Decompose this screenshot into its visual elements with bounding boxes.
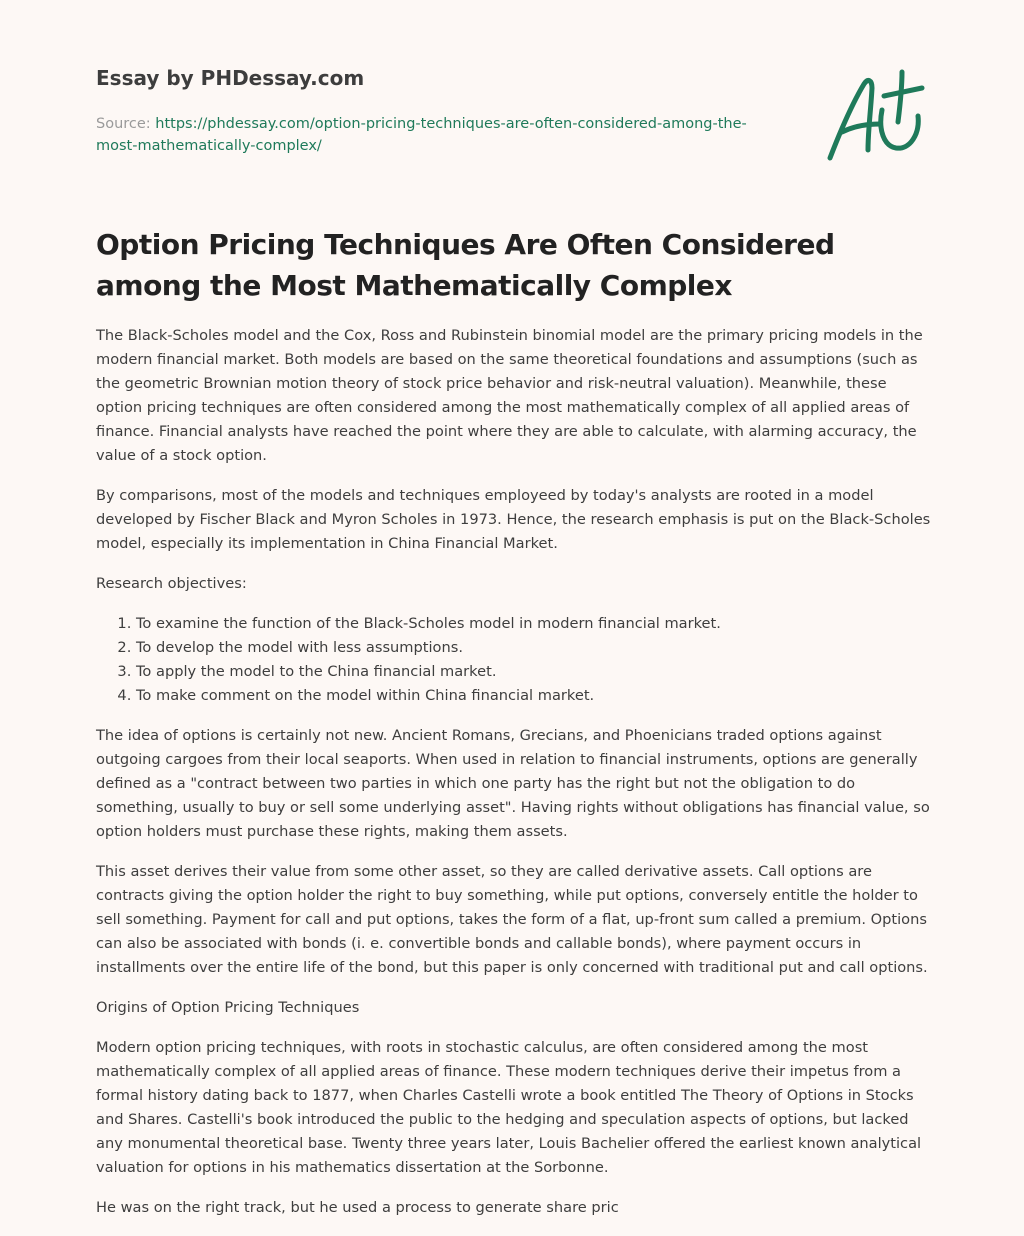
- paragraph-truncated: He was on the right track, but he used a process to generate share pric: [96, 1199, 619, 1216]
- document-title: Option Pricing Techniques Are Often Considered among the Most Mathematically Complex: [96, 228, 835, 302]
- source-link[interactable]: https://phdessay.com/option-pricing-techniques-are-often-considered-among-the-most-mathematically-complex/: [96, 116, 747, 154]
- paragraph: The idea of options is certainly not new. Ancient Romans, Grecians, and Phoenicians traded options against outgoing cargoes from their local seaports. When used in relation to financial instruments, options are generally defined as a "contract between two parties in which one party has the right but not the obligation to do something, usually to buy or sell some underlying asset". Having rights without obligations has financial value, so option holders must purchase these rights, making them assets.: [96, 727, 930, 840]
- source-line: [96, 113, 756, 157]
- paragraph: This asset derives their value from some other asset, so they are called derivative assets. Call options are contracts giving the option holder the right to buy something, while put options, conversely entitle the holder to sell something. Payment for call and put options, takes the form of a flat, up-front sum called a premium. Options can also be associated with bonds (i. e. convertible bonds and callable bonds), where payment occurs in installments over the entire life of the bond, but this paper is only concerned with traditional put and call options.: [96, 863, 928, 976]
- site-header: [96, 63, 756, 157]
- site-title: Essay by PHDessay.com: [96, 66, 365, 90]
- list-item: 2. To develop the model with less assumptions.: [136, 636, 932, 660]
- paragraph: Modern option pricing techniques, with roots in stochastic calculus, are often considered among the most mathematically complex of all applied areas of finance. These modern techniques derive their impetus from a formal history dating back to 1877, when Charles Castelli wrote a book entitled The Theory of Options in Stocks and Shares. Castelli's book introduced the public to the hedging and speculation aspects of options, but lacked any monumental theoretical base. Twenty three years later, Louis Bachelier offered the earliest known analytical valuation for options in his mathematics dissertation at the Sorbonne.: [96, 1039, 922, 1176]
- document-body: [96, 324, 932, 1236]
- source-label: Source:: [96, 116, 156, 132]
- objectives-heading: Research objectives:: [96, 575, 247, 592]
- list-item: 4. To make comment on the model within China financial market.: [136, 684, 932, 708]
- paragraph: By comparisons, most of the models and techniques employeed by today's analysts are rooted in a model developed by Fischer Black and Myron Scholes in 1973. Hence, the research emphasis is put on the Black-Scholes model, especially its implementation in China Financial Market.: [96, 487, 931, 552]
- objectives-list: [96, 612, 932, 708]
- a-plus-logo-icon: [818, 66, 930, 166]
- paragraph: The Black-Scholes model and the Cox, Ross and Rubinstein binomial model are the primary pricing models in the modern financial market. Both models are based on the same theoretical foundations and assumptions (such as the geometric Brownian motion theory of stock price behavior and risk-neutral valuation). Meanwhile, these option pricing techniques are often considered among the most mathematically complex of all applied areas of finance. Financial analysts have reached the point where they are able to calculate, with alarming accuracy, the value of a stock option.: [96, 327, 923, 464]
- section-heading: Origins of Option Pricing Techniques: [96, 999, 360, 1016]
- list-item: 1. To examine the function of the Black-Scholes model in modern financial market.: [136, 612, 932, 636]
- list-item: 3. To apply the model to the China financial market.: [136, 660, 932, 684]
